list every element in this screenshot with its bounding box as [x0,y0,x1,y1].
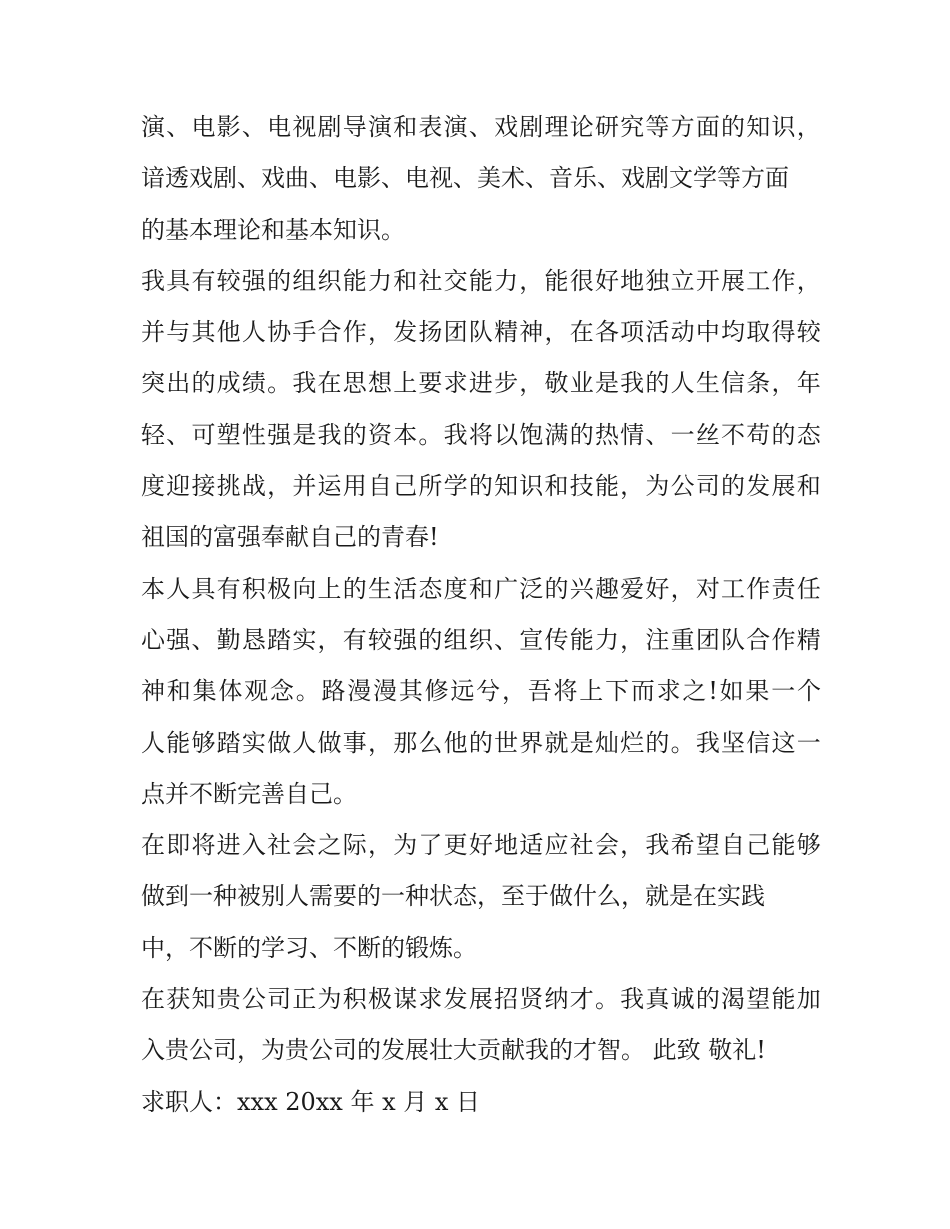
text-line-11: 心 强 、 勤 恳 踏 实 ， 有 较 强 的 组 织 、 宣 传 能 力 ， 注 重 团 队 合 作 精 [141,625,821,654]
text-line-8: 度 迎 接 挑 战 ， 并 运 用 自 己 所 学 的 知 识 和 技 能 ， 为 公 司 的 发 展 和 [141,472,821,501]
text-line-12: 神 和 集 体 观 念 。 路 漫 漫 其 修 远 兮 ， 吾 将 上 下 而 求 之 ! 如 果 一 个 [141,677,821,706]
text-line-13: 人 能 够 踏 实 做 人 做 事 ， 那 么 他 的 世 界 就 是 灿 烂 的 。 我 坚 信 这 一 [141,728,821,757]
text-line-3: 的基本理论和基本知识。 [141,215,405,244]
text-line-16: 做到一种被别人需要的一种状态，至于做什么，就是在实践 [141,882,765,911]
text-line-5: 并 与 其 他 人 协 手 合 作 ， 发 扬 团 队 精 神 ， 在 各 项 活 动 中 均 取 得 较 [141,318,821,347]
text-line-6: 突 出 的 成 绩 。 我 在 思 想 上 要 求 进 步 ， 敬 业 是 我 的 人 生 信 条 ， 年 [141,369,821,398]
text-line-20: 求职人：xxx 20xx 年 x 月 x 日 [141,1087,481,1116]
text-line-15: 在 即 将 进 入 社 会 之 际 ， 为 了 更 好 地 适 应 社 会 ， 我 希 望 自 己 能 够 [141,831,821,860]
text-line-17: 中，不断的学习、不断的锻炼。 [141,933,477,962]
text-line-10: 本 人 具 有 积 极 向 上 的 生 活 态 度 和 广 泛 的 兴 趣 爱 好 ， 对 工 作 责 任 [141,574,821,603]
text-line-19: 入贵公司，为贵公司的发展壮大贡献我的才智。 此致 敬礼! [141,1036,766,1065]
text-line-4: 我 具 有 较 强 的 组 织 能 力 和 社 交 能 力 ， 能 很 好 地 独 立 开 展 工 作 ， [141,266,821,295]
text-line-1: 演 、 电 影 、 电 视 剧 导 演 和 表 演 、 戏 剧 理 论 研 究 等 方 面 的 知 识 ， [141,113,821,141]
text-line-2: 谙透戏剧、戏曲、电影、电视、美术、音乐、戏剧文学等方面 [141,164,789,193]
text-line-14: 点并不断完善自己。 [141,779,357,808]
text-line-18: 在 获 知 贵 公 司 正 为 积 极 谋 求 发 展 招 贤 纳 才 。 我 真 诚 的 渴 望 能 加 [141,985,821,1014]
document-body [141,102,821,1128]
text-line-9: 祖国的富强奉献自己的青春! [141,523,439,552]
text-line-7: 轻 、 可 塑 性 强 是 我 的 资 本 。 我 将 以 饱 满 的 热 情 、 一 丝 不 苟 的 态 [141,420,821,449]
